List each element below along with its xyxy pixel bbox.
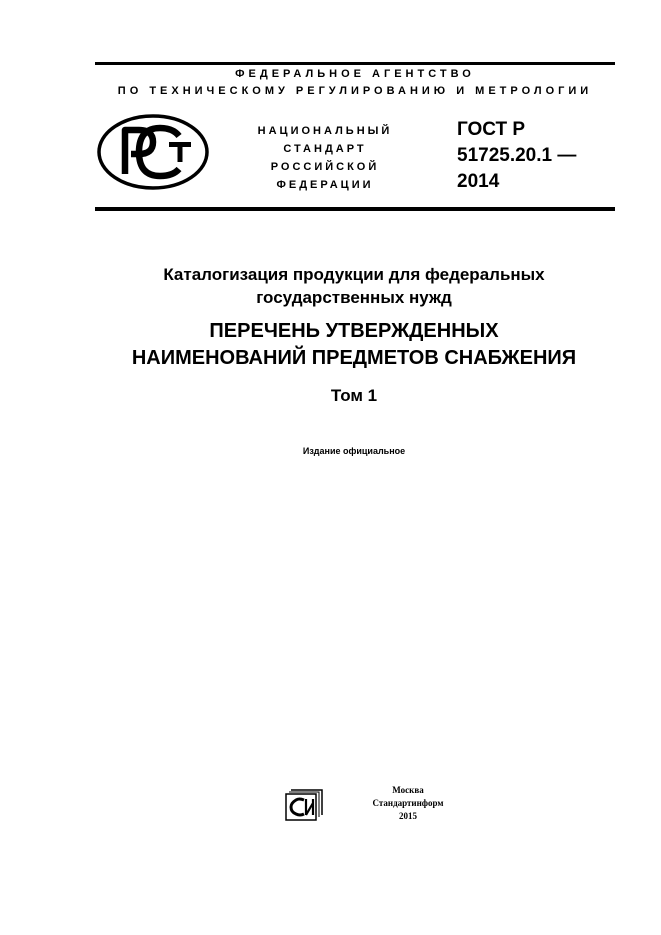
agency-name-line2: ПО ТЕХНИЧЕСКОМУ РЕГУЛИРОВАНИЮ И МЕТРОЛОГИИ bbox=[117, 85, 593, 97]
imprint-year: 2015 bbox=[399, 811, 417, 821]
designation-line3: 2014 bbox=[457, 171, 500, 192]
agency-name-line1: ФЕДЕРАЛЬНОЕ АГЕНТСТВО bbox=[235, 68, 475, 80]
header-top-rule bbox=[95, 62, 615, 65]
imprint-publisher: Стандартинформ bbox=[372, 798, 444, 808]
title-line1: ПЕРЕЧЕНЬ УТВЕРЖДЕННЫХ bbox=[209, 320, 499, 342]
standard-label-line3: РОССИЙСКОЙ bbox=[270, 161, 380, 173]
standard-designation bbox=[457, 117, 576, 195]
subtitle-line2: государственных нужд bbox=[256, 288, 452, 307]
standard-label-line1: НАЦИОНАЛЬНЫЙ bbox=[257, 125, 393, 137]
standartinform-logo-icon bbox=[285, 789, 323, 821]
rst-certification-mark-icon bbox=[97, 114, 209, 190]
title-line2: НАИМЕНОВАНИЙ ПРЕДМЕТОВ СНАБЖЕНИЯ bbox=[131, 347, 577, 369]
national-standard-label bbox=[240, 122, 410, 194]
document-title bbox=[60, 318, 648, 372]
standard-label-line2: СТАНДАРТ bbox=[283, 143, 367, 155]
subtitle-line1: Каталогизация продукции для федеральных bbox=[163, 265, 545, 284]
volume-label: Том 1 bbox=[330, 386, 378, 405]
standard-label-line4: ФЕДЕРАЦИИ bbox=[276, 179, 374, 191]
header-bottom-rule bbox=[95, 207, 615, 211]
designation-line2: 51725.20.1 — bbox=[457, 145, 577, 166]
document-subtitle bbox=[60, 263, 648, 309]
publisher-imprint bbox=[352, 784, 464, 823]
designation-line1: ГОСТ Р bbox=[457, 119, 526, 140]
edition-note: Издание официальное bbox=[302, 446, 406, 456]
imprint-city: Москва bbox=[392, 785, 424, 795]
